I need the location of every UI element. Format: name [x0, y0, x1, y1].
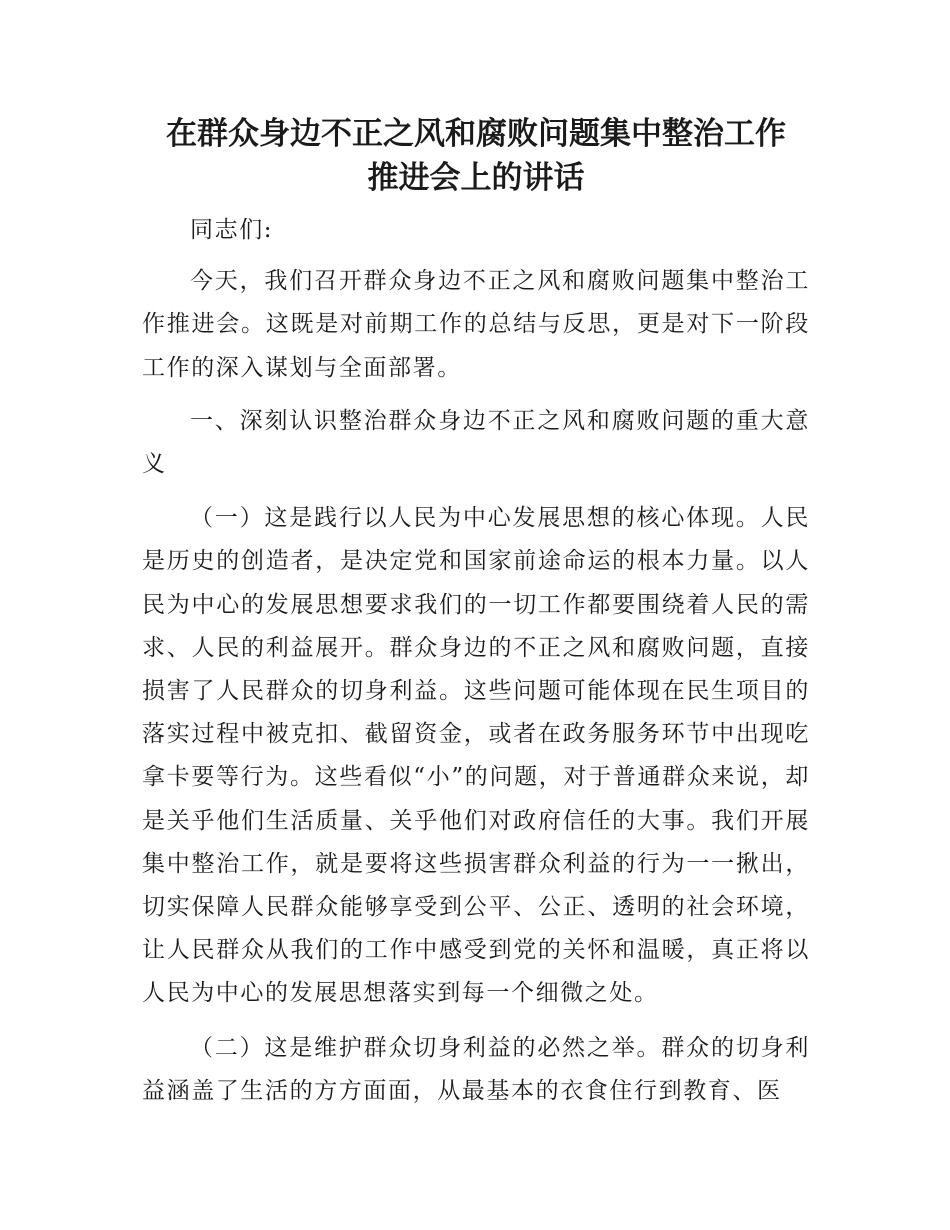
document-title	[142, 112, 810, 200]
intro-paragraph: 今天，我们召开群众身边不正之风和腐败问题集中整治工作推进会。这既是对前期工作的总结与反思，更是对下一阶段工作的深入谋划与全面部署。	[142, 268, 810, 381]
document-page	[142, 112, 810, 1113]
section-heading-1: 一、深刻认识整治群众身边不正之风和腐败问题的重大意义	[142, 407, 810, 478]
subsection-2-paragraph: （二）这是维护群众切身利益的必然之举。群众的切身利益涵盖了生活的方方面面，从最基本的衣食住行到教育、医	[142, 1034, 810, 1104]
greeting: 同志们:	[190, 217, 274, 243]
subsection-1-paragraph: （一）这是践行以人民为中心发展思想的核心体现。人民是历史的创造者，是决定党和国家前途命运的根本力量。以人民为中心的发展思想要求我们的一切工作都要围绕着人民的需求、人民的利益展开。群众身边的不正之风和腐败问题，直接损害了人民群众的切身利益。这些问题可能体现在民生项目的落实过程中被克扣、截留资金，或者在政务服务环节中出现吃拿卡要等行为。这些看似“小”的问题，对于普通群众来说，却是关乎他们生活质量、关乎他们对政府信任的大事。我们开展集中整治工作，就是要将这些损害群众利益的行为一一揪出，切实保障人民群众能够享受到公平、公正、透明的社会环境，让人民群众从我们的工作中感受到党的关怀和温暖，真正将以人民为中心的发展思想落实到每一个细微之处。	[142, 505, 810, 1007]
title-line-2: 推进会上的讲话	[367, 160, 585, 196]
title-line-1: 在群众身边不正之风和腐败问题集中整治工作	[166, 116, 786, 152]
